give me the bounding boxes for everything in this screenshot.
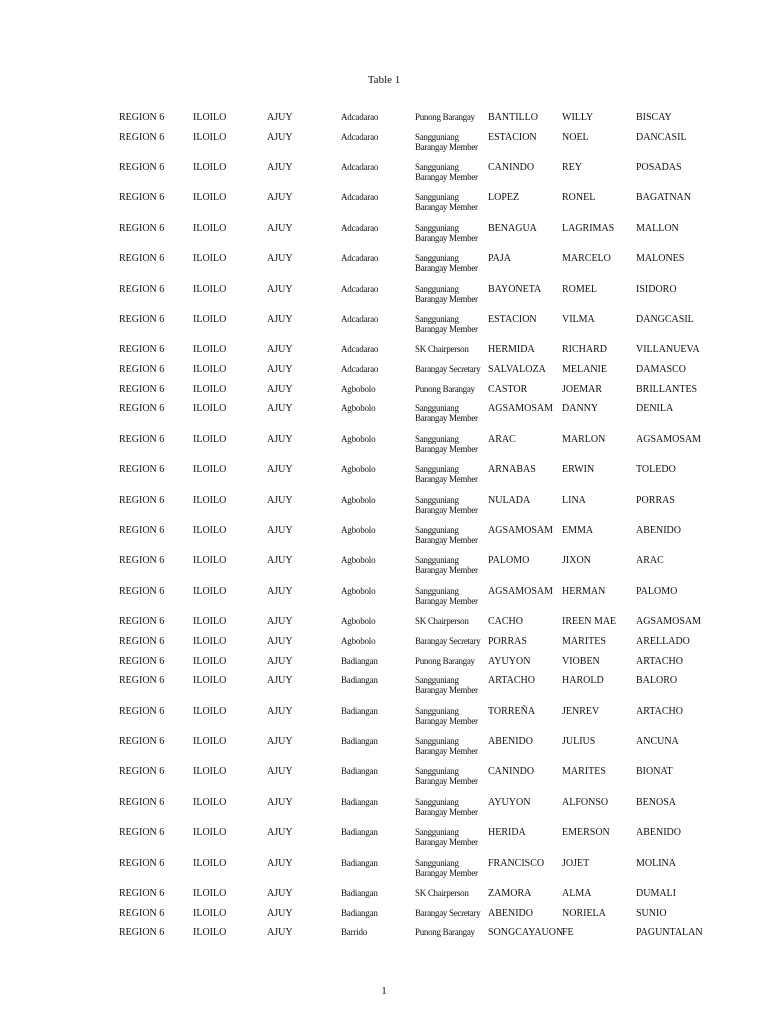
table-row (119, 384, 739, 404)
municipality-cell: AJUY (267, 907, 293, 919)
region-cell: REGION 6 (119, 585, 165, 597)
barangay-cell: Badiangan (341, 796, 378, 807)
last-name-cell: ARNABAS (488, 464, 536, 476)
first-name-cell: JULIUS (562, 736, 596, 748)
table-row (119, 616, 739, 636)
province-cell: ILOILO (193, 907, 227, 919)
last-name-cell: ARAC (488, 433, 516, 445)
position-cell: Barangay Secretary (415, 635, 481, 646)
last-name-cell: TORREÑA (488, 705, 536, 717)
surname-cell: SUNIO (636, 907, 667, 919)
position-cell: Sangguniang Barangay Member (415, 827, 478, 848)
last-name-cell: AGSAMOSAM (488, 585, 554, 597)
barangay-cell: Agbobolo (341, 494, 376, 505)
table-row (119, 858, 739, 888)
table-row (119, 706, 739, 736)
barangay-cell: Agbobolo (341, 383, 376, 394)
municipality-cell: AJUY (267, 364, 293, 376)
first-name-cell: MELANIE (562, 364, 607, 376)
municipality-cell: AJUY (267, 635, 293, 647)
province-cell: ILOILO (193, 403, 227, 415)
first-name-cell: REY (562, 162, 582, 174)
first-name-cell: MARITES (562, 766, 606, 778)
province-cell: ILOILO (193, 344, 227, 356)
province-cell: ILOILO (193, 736, 227, 748)
municipality-cell: AJUY (267, 253, 293, 265)
surname-cell: DAMASCO (636, 364, 687, 376)
region-cell: REGION 6 (119, 796, 165, 808)
region-cell: REGION 6 (119, 314, 165, 326)
last-name-cell: AYUYON (488, 796, 531, 808)
table-row (119, 464, 739, 494)
table-row (119, 888, 739, 908)
region-cell: REGION 6 (119, 675, 165, 687)
table-row (119, 364, 739, 384)
surname-cell: PORRAS (636, 494, 675, 506)
province-cell: ILOILO (193, 131, 227, 143)
table-row (119, 656, 739, 676)
region-cell: REGION 6 (119, 283, 165, 295)
first-name-cell: VIOBEN (562, 655, 600, 667)
first-name-cell: FE (562, 927, 574, 939)
table-row (119, 223, 739, 253)
barangay-cell: Adcadarao (341, 364, 379, 375)
last-name-cell: AGSAMOSAM (488, 525, 554, 537)
table-row (119, 908, 739, 928)
surname-cell: POSADAS (636, 162, 682, 174)
region-cell: REGION 6 (119, 162, 165, 174)
province-cell: ILOILO (193, 525, 227, 537)
position-cell: Sangguniang Barangay Member (415, 555, 478, 576)
province-cell: ILOILO (193, 857, 227, 869)
position-cell: Sangguniang Barangay Member (415, 705, 478, 726)
municipality-cell: AJUY (267, 827, 293, 839)
barangay-cell: Badiangan (341, 655, 378, 666)
surname-cell: BAGATNAN (636, 192, 691, 204)
province-cell: ILOILO (193, 364, 227, 376)
first-name-cell: IREEN MAE (562, 616, 617, 628)
region-cell: REGION 6 (119, 192, 165, 204)
surname-cell: PAGUNTALAN (636, 927, 703, 939)
province-cell: ILOILO (193, 464, 227, 476)
last-name-cell: CANINDO (488, 766, 535, 778)
last-name-cell: ESTACION (488, 314, 537, 326)
province-cell: ILOILO (193, 635, 227, 647)
province-cell: ILOILO (193, 888, 227, 900)
region-cell: REGION 6 (119, 253, 165, 265)
barangay-cell: Adcadarao (341, 112, 379, 122)
barangay-cell: Adcadarao (341, 162, 379, 173)
barangay-cell: Adcadarao (341, 131, 379, 142)
position-cell: SK Chairperson (415, 616, 469, 627)
province-cell: ILOILO (193, 555, 227, 567)
first-name-cell: JOEMAR (562, 383, 603, 395)
table-row (119, 766, 739, 796)
last-name-cell: ZAMORA (488, 888, 532, 900)
province-cell: ILOILO (193, 766, 227, 778)
region-cell: REGION 6 (119, 655, 165, 667)
barangay-cell: Adcadarao (341, 222, 379, 233)
last-name-cell: ABENIDO (488, 736, 533, 748)
barangay-cell: Barrido (341, 927, 368, 938)
table-row (119, 827, 739, 857)
municipality-cell: AJUY (267, 131, 293, 143)
last-name-cell: AYUYON (488, 655, 531, 667)
region-cell: REGION 6 (119, 344, 165, 356)
table-row (119, 162, 739, 192)
province-cell: ILOILO (193, 616, 227, 628)
first-name-cell: MARITES (562, 635, 606, 647)
surname-cell: DANGCASIL (636, 314, 694, 326)
position-cell: Sangguniang Barangay Member (415, 766, 478, 787)
municipality-cell: AJUY (267, 383, 293, 395)
region-cell: REGION 6 (119, 131, 165, 143)
table-row (119, 525, 739, 555)
last-name-cell: CASTOR (488, 383, 528, 395)
position-cell: Punong Barangay (415, 927, 475, 938)
table-row (119, 284, 739, 314)
barangay-cell: Agbobolo (341, 635, 376, 646)
surname-cell: MOLINA (636, 857, 676, 869)
surname-cell: AGSAMOSAM (636, 433, 702, 445)
province-cell: ILOILO (193, 927, 227, 939)
table-title: Table 1 (367, 74, 401, 86)
barangay-cell: Agbobolo (341, 433, 376, 444)
first-name-cell: ROMEL (562, 283, 597, 295)
region-cell: REGION 6 (119, 383, 165, 395)
last-name-cell: BANTILLO (488, 112, 538, 123)
province-cell: ILOILO (193, 705, 227, 717)
province-cell: ILOILO (193, 494, 227, 506)
last-name-cell: ESTACION (488, 131, 537, 143)
region-cell: REGION 6 (119, 766, 165, 778)
municipality-cell: AJUY (267, 222, 293, 234)
last-name-cell: ARTACHO (488, 675, 535, 687)
province-cell: ILOILO (193, 827, 227, 839)
position-cell: Sangguniang Barangay Member (415, 403, 478, 424)
officials-table (119, 112, 739, 947)
position-cell: Sangguniang Barangay Member (415, 464, 478, 485)
position-cell: Sangguniang Barangay Member (415, 314, 478, 335)
region-cell: REGION 6 (119, 705, 165, 717)
region-cell: REGION 6 (119, 464, 165, 476)
barangay-cell: Agbobolo (341, 616, 376, 627)
surname-cell: ARAC (636, 555, 664, 567)
table-row (119, 927, 739, 947)
province-cell: ILOILO (193, 675, 227, 687)
province-cell: ILOILO (193, 585, 227, 597)
last-name-cell: SONGCAYAUON (488, 927, 564, 939)
position-cell: Sangguniang Barangay Member (415, 857, 478, 878)
province-cell: ILOILO (193, 796, 227, 808)
region-cell: REGION 6 (119, 736, 165, 748)
municipality-cell: AJUY (267, 736, 293, 748)
region-cell: REGION 6 (119, 888, 165, 900)
surname-cell: ANCUNA (636, 736, 679, 748)
last-name-cell: PAJA (488, 253, 511, 265)
first-name-cell: ALMA (562, 888, 592, 900)
barangay-cell: Agbobolo (341, 464, 376, 475)
last-name-cell: SALVALOZA (488, 364, 546, 376)
table-row (119, 112, 739, 132)
barangay-cell: Adcadarao (341, 253, 379, 264)
region-cell: REGION 6 (119, 494, 165, 506)
position-cell: Sangguniang Barangay Member (415, 675, 478, 696)
barangay-cell: Badiangan (341, 736, 378, 747)
last-name-cell: CACHO (488, 616, 524, 628)
municipality-cell: AJUY (267, 344, 293, 356)
province-cell: ILOILO (193, 162, 227, 174)
table-row (119, 495, 739, 525)
table-row (119, 192, 739, 222)
surname-cell: ISIDORO (636, 283, 677, 295)
table-row (119, 636, 739, 656)
surname-cell: MALLON (636, 222, 679, 234)
position-cell: Sangguniang Barangay Member (415, 253, 478, 274)
municipality-cell: AJUY (267, 616, 293, 628)
position-cell: Sangguniang Barangay Member (415, 433, 478, 454)
surname-cell: DANCASIL (636, 131, 687, 143)
position-cell: SK Chairperson (415, 344, 469, 355)
position-cell: Punong Barangay (415, 112, 475, 122)
surname-cell: MALONES (636, 253, 685, 265)
municipality-cell: AJUY (267, 494, 293, 506)
municipality-cell: AJUY (267, 192, 293, 204)
first-name-cell: DANNY (562, 403, 599, 415)
last-name-cell: BENAGUA (488, 222, 537, 234)
surname-cell: BRILLANTES (636, 383, 698, 395)
barangay-cell: Badiangan (341, 827, 378, 838)
first-name-cell: MARCELO (562, 253, 611, 265)
surname-cell: BENOSA (636, 796, 677, 808)
first-name-cell: LAGRIMAS (562, 222, 615, 234)
table-row (119, 434, 739, 464)
table-row (119, 736, 739, 766)
province-cell: ILOILO (193, 383, 227, 395)
municipality-cell: AJUY (267, 112, 293, 123)
surname-cell: DUMALI (636, 888, 676, 900)
position-cell: Sangguniang Barangay Member (415, 494, 478, 515)
table-row (119, 555, 739, 585)
region-cell: REGION 6 (119, 857, 165, 869)
barangay-cell: Adcadarao (341, 314, 379, 325)
last-name-cell: ABENIDO (488, 907, 533, 919)
province-cell: ILOILO (193, 253, 227, 265)
municipality-cell: AJUY (267, 927, 293, 939)
position-cell: Punong Barangay (415, 655, 475, 666)
surname-cell: VILLANUEVA (636, 344, 700, 356)
position-cell: Sangguniang Barangay Member (415, 222, 478, 243)
surname-cell: BISCAY (636, 112, 672, 123)
table-row (119, 132, 739, 162)
barangay-cell: Agbobolo (341, 403, 376, 414)
municipality-cell: AJUY (267, 162, 293, 174)
position-cell: Sangguniang Barangay Member (415, 192, 478, 213)
position-cell: Barangay Secretary (415, 907, 481, 918)
barangay-cell: Badiangan (341, 675, 378, 686)
position-cell: Sangguniang Barangay Member (415, 131, 478, 152)
province-cell: ILOILO (193, 314, 227, 326)
first-name-cell: JENREV (562, 705, 600, 717)
municipality-cell: AJUY (267, 555, 293, 567)
barangay-cell: Agbobolo (341, 555, 376, 566)
barangay-cell: Badiangan (341, 857, 378, 868)
barangay-cell: Adcadarao (341, 283, 379, 294)
municipality-cell: AJUY (267, 585, 293, 597)
barangay-cell: Agbobolo (341, 585, 376, 596)
position-cell: Barangay Secretary (415, 364, 481, 375)
surname-cell: ABENIDO (636, 827, 681, 839)
region-cell: REGION 6 (119, 364, 165, 376)
municipality-cell: AJUY (267, 705, 293, 717)
surname-cell: DENILA (636, 403, 674, 415)
last-name-cell: FRANCISCO (488, 857, 545, 869)
province-cell: ILOILO (193, 283, 227, 295)
first-name-cell: VILMA (562, 314, 595, 326)
table-row (119, 675, 739, 705)
table-row (119, 344, 739, 364)
municipality-cell: AJUY (267, 403, 293, 415)
province-cell: ILOILO (193, 192, 227, 204)
province-cell: ILOILO (193, 222, 227, 234)
last-name-cell: AGSAMOSAM (488, 403, 554, 415)
first-name-cell: EMMA (562, 525, 594, 537)
surname-cell: ARTACHO (636, 655, 683, 667)
barangay-cell: Badiangan (341, 888, 378, 899)
municipality-cell: AJUY (267, 283, 293, 295)
region-cell: REGION 6 (119, 222, 165, 234)
municipality-cell: AJUY (267, 766, 293, 778)
province-cell: ILOILO (193, 433, 227, 445)
region-cell: REGION 6 (119, 927, 165, 939)
surname-cell: PALOMO (636, 585, 678, 597)
last-name-cell: BAYONETA (488, 283, 542, 295)
page-number: 1 (381, 985, 387, 997)
region-cell: REGION 6 (119, 112, 165, 123)
first-name-cell: RICHARD (562, 344, 608, 356)
municipality-cell: AJUY (267, 314, 293, 326)
position-cell: Sangguniang Barangay Member (415, 162, 478, 183)
surname-cell: AGSAMOSAM (636, 616, 702, 628)
position-cell: Sangguniang Barangay Member (415, 525, 478, 546)
barangay-cell: Adcadarao (341, 344, 379, 355)
municipality-cell: AJUY (267, 525, 293, 537)
first-name-cell: LINA (562, 494, 586, 506)
first-name-cell: HERMAN (562, 585, 606, 597)
first-name-cell: MARLON (562, 433, 606, 445)
table-row (119, 403, 739, 433)
region-cell: REGION 6 (119, 827, 165, 839)
last-name-cell: LOPEZ (488, 192, 520, 204)
last-name-cell: PALOMO (488, 555, 530, 567)
region-cell: REGION 6 (119, 433, 165, 445)
table-row (119, 253, 739, 283)
last-name-cell: PORRAS (488, 635, 527, 647)
surname-cell: ABENIDO (636, 525, 681, 537)
position-cell: Punong Barangay (415, 383, 475, 394)
barangay-cell: Adcadarao (341, 192, 379, 203)
last-name-cell: HERMIDA (488, 344, 535, 356)
first-name-cell: WILLY (562, 112, 594, 123)
first-name-cell: JOJET (562, 857, 590, 869)
last-name-cell: CANINDO (488, 162, 535, 174)
municipality-cell: AJUY (267, 796, 293, 808)
surname-cell: BIONAT (636, 766, 673, 778)
region-cell: REGION 6 (119, 635, 165, 647)
municipality-cell: AJUY (267, 655, 293, 667)
table-row (119, 314, 739, 344)
first-name-cell: HAROLD (562, 675, 604, 687)
first-name-cell: RONEL (562, 192, 596, 204)
position-cell: Sangguniang Barangay Member (415, 796, 478, 817)
region-cell: REGION 6 (119, 403, 165, 415)
first-name-cell: EMERSON (562, 827, 610, 839)
last-name-cell: HERIDA (488, 827, 526, 839)
barangay-cell: Agbobolo (341, 525, 376, 536)
surname-cell: ARELLADO (636, 635, 690, 647)
municipality-cell: AJUY (267, 464, 293, 476)
first-name-cell: NORIELA (562, 907, 606, 919)
first-name-cell: ERWIN (562, 464, 595, 476)
barangay-cell: Badiangan (341, 705, 378, 716)
position-cell: Sangguniang Barangay Member (415, 736, 478, 757)
first-name-cell: NOEL (562, 131, 589, 143)
position-cell: SK Chairperson (415, 888, 469, 899)
municipality-cell: AJUY (267, 433, 293, 445)
municipality-cell: AJUY (267, 888, 293, 900)
region-cell: REGION 6 (119, 525, 165, 537)
surname-cell: ARTACHO (636, 705, 683, 717)
first-name-cell: ALFONSO (562, 796, 609, 808)
table-row (119, 586, 739, 616)
barangay-cell: Badiangan (341, 907, 378, 918)
position-cell: Sangguniang Barangay Member (415, 283, 478, 304)
province-cell: ILOILO (193, 655, 227, 667)
first-name-cell: JIXON (562, 555, 591, 567)
barangay-cell: Badiangan (341, 766, 378, 777)
surname-cell: BALORO (636, 675, 678, 687)
position-cell: Sangguniang Barangay Member (415, 585, 478, 606)
municipality-cell: AJUY (267, 857, 293, 869)
last-name-cell: NULADA (488, 494, 531, 506)
surname-cell: TOLEDO (636, 464, 676, 476)
region-cell: REGION 6 (119, 616, 165, 628)
municipality-cell: AJUY (267, 675, 293, 687)
region-cell: REGION 6 (119, 907, 165, 919)
province-cell: ILOILO (193, 112, 227, 123)
region-cell: REGION 6 (119, 555, 165, 567)
table-row (119, 797, 739, 827)
